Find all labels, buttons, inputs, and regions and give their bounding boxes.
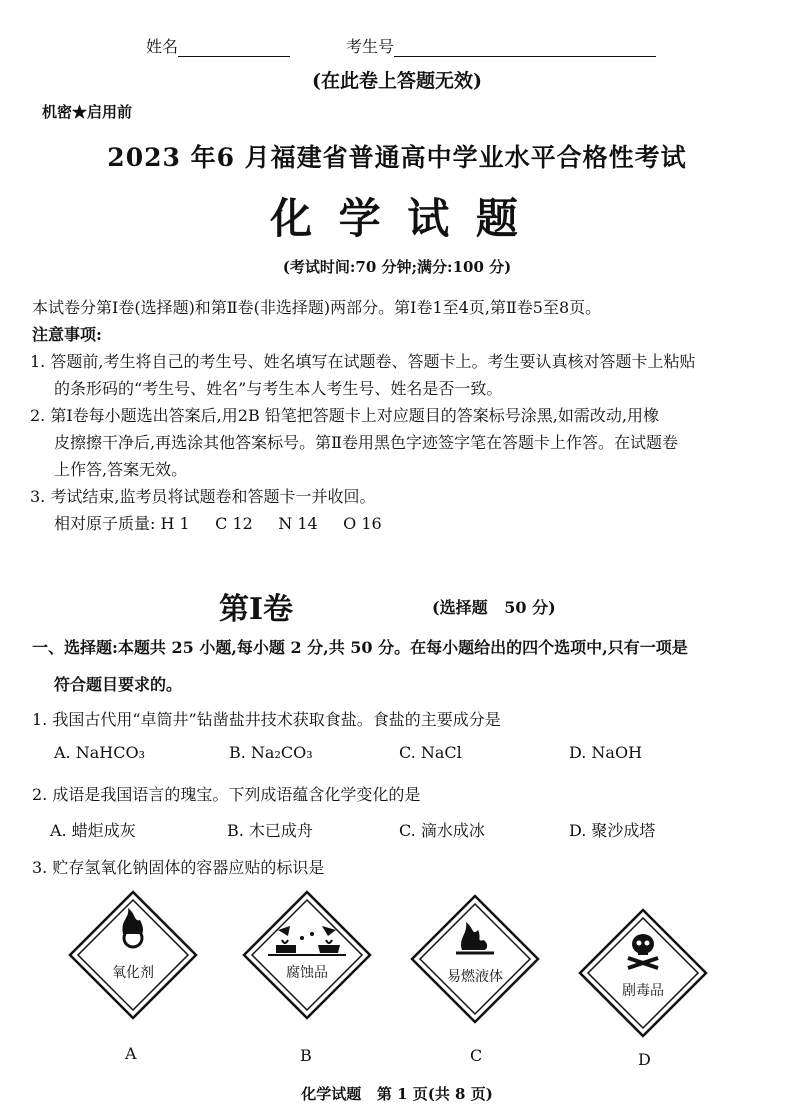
page-footer: 化学试题 第 1 页(共 8 页) [301,1085,493,1103]
sign-c-label: 易燃液体 [447,969,503,985]
notice-item-2-cont2: 上作答,答案无效。 [54,460,188,479]
sign-corrosive[interactable] [242,890,372,1020]
sign-oxidizer[interactable] [68,890,198,1020]
notice-item-1-cont: 的条形码的“考生号、姓名”与考生本人考生号、姓名是否一致。 [54,379,503,398]
exam-title: 2023 年6 月福建省普通高中学业水平合格性考试 [107,143,687,172]
sign-d-letter: D [638,1050,651,1069]
notice-item-2-cont: 皮擦擦干净后,再选涂其他答案标号。第Ⅱ卷用黑色字迹签字笔在答题卡上作答。在试题卷 [54,433,678,452]
notice-heading: 注意事项: [32,325,102,344]
q1-option-d[interactable]: D. NaOH [569,743,643,762]
q2-option-c[interactable]: C. 滴水成冰 [399,821,485,840]
question-3-stem: 3. 贮存氢氧化钠固体的容器应贴的标识是 [32,858,325,877]
name-label: 姓名 [146,37,179,56]
sign-a-letter: A [125,1044,137,1063]
section-desc-2: 符合题目要求的。 [54,675,183,694]
question-1-stem: 1. 我国古代用“卓筒井”钻凿盐井技术获取食盐。食盐的主要成分是 [32,710,501,729]
subject-title: 化 学 试 题 [270,194,524,243]
section-title: 第Ⅰ卷 [219,592,294,627]
notice-item-1: 1. 答题前,考生将自己的考生号、姓名填写在试题卷、答题卡上。考生要认真核对答题卡上粘贴 [30,352,696,371]
sign-toxic[interactable] [578,908,708,1038]
atomic-mass: 相对原子质量: H 1 C 12 N 14 O 16 [54,514,382,533]
exam-no-label: 考生号 [346,37,395,56]
q1-option-a[interactable]: A. NaHCO₃ [54,743,145,762]
sign-flammable[interactable] [410,894,540,1024]
exam-no-blank[interactable] [394,38,656,57]
section-subtitle: (选择题 50 分) [432,598,556,617]
secret-mark: 机密★启用前 [42,103,133,121]
intro-text: 本试卷分第Ⅰ卷(选择题)和第Ⅱ卷(非选择题)两部分。第Ⅰ卷1至4页,第Ⅱ卷5至8页。 [32,298,602,317]
section-desc-1: 一、选择题:本题共 25 小题,每小题 2 分,共 50 分。在每小题给出的四个选项中,只有一项是 [32,638,688,657]
sign-d-label: 剧毒品 [622,983,664,999]
sign-a-label: 氧化剂 [112,965,154,981]
name-blank[interactable] [178,38,290,57]
instructions [32,294,764,537]
notice-item-2: 2. 第Ⅰ卷每小题选出答案后,用2B 铅笔把答题卡上对应题目的答案标号涂黑,如需改动,用橡 [30,406,659,425]
q2-option-b[interactable]: B. 木已成舟 [227,821,313,840]
exam-no-field [346,34,656,57]
q1-option-c[interactable]: C. NaCl [399,743,462,762]
notice-item-3: 3. 考试结束,监考员将试题卷和答题卡一并收回。 [30,487,376,506]
q1-option-b[interactable]: B. Na₂CO₃ [229,743,313,762]
name-field [146,34,290,57]
invalid-notice: (在此卷上答题无效) [312,70,482,92]
sign-b-letter: B [300,1046,312,1065]
sign-c-letter: C [470,1046,483,1065]
q2-option-d[interactable]: D. 聚沙成塔 [569,821,656,840]
q2-option-a[interactable]: A. 蜡炬成灰 [50,821,136,840]
question-2-stem: 2. 成语是我国语言的瑰宝。下列成语蕴含化学变化的是 [32,785,421,804]
sign-b-label: 腐蚀品 [286,965,328,981]
time-info: (考试时间:70 分钟;满分:100 分) [282,258,512,276]
